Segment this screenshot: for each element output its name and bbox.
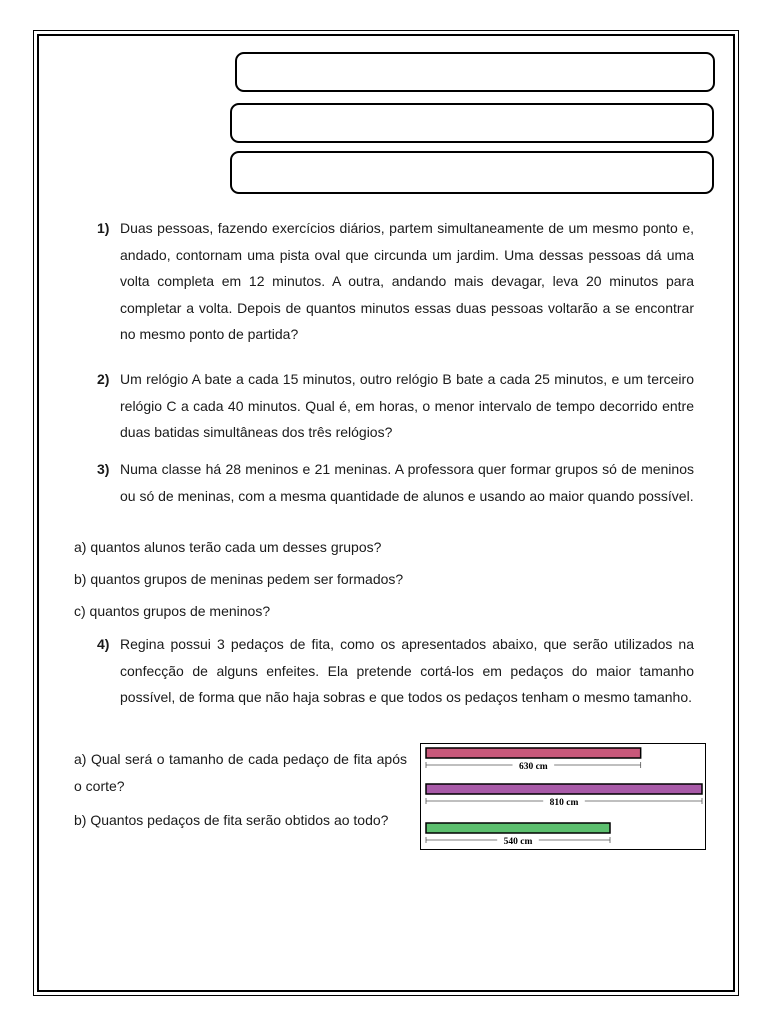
header-box-2[interactable] [230, 103, 714, 143]
question-3-text: Numa classe há 28 meninos e 21 meninas. A professora quer formar grupos só de meninos ou só de meninas, com a mesma quantidade de alunos e usando ao maior quando possível. [120, 461, 694, 504]
ribbon-label-3: 540 cm [503, 837, 533, 847]
question-3-item-b: b) quantos grupos de meninas pedem ser formados? [74, 571, 404, 587]
question-1-number: 1) [97, 220, 110, 236]
question-2-number: 2) [97, 371, 110, 387]
question-4-text: Regina possui 3 pedaços de fita, como os apresentados abaixo, que serão utilizados na confecção de alguns enfeites. Ela pretende cortá-los em pedaços do maior tamanho possível, de forma que não haja sobras e que todos os pedaços tenham o mesmo tamanho. [120, 636, 694, 705]
ribbon-3 [426, 823, 610, 847]
question-4-item-b: b) Quantos pedaços de fita serão obtidos ao todo? [74, 812, 389, 828]
question-3-item-a: a) quantos alunos terão cada um desses grupos? [74, 539, 382, 555]
question-4-item-a: a) Qual será o tamanho de cada pedaço de fita após o corte? [74, 751, 407, 794]
ribbon-1 [426, 748, 641, 772]
ribbon-diagram [421, 744, 705, 849]
header-box-1[interactable] [235, 52, 715, 92]
question-3-number: 3) [97, 461, 110, 477]
ribbon-figure [420, 743, 706, 850]
ribbon-label-1: 630 cm [518, 762, 548, 772]
ribbon-bar-1 [426, 748, 641, 758]
header-box-3[interactable] [230, 151, 714, 194]
question-4-number: 4) [97, 636, 110, 652]
ribbon-label-2: 810 cm [549, 798, 579, 808]
question-2-text: Um relógio A bate a cada 15 minutos, outro relógio B bate a cada 25 minutos, e um terceiro relógio C a cada 40 minutos. Qual é, em horas, o menor intervalo de tempo decorrido entre duas batidas simultâneas dos três relógios? [120, 371, 694, 440]
ribbon-bar-2 [426, 784, 702, 794]
question-1-text: Duas pessoas, fazendo exercícios diários, partem simultaneamente de um mesmo ponto e, andado, contornam uma pista oval que circunda um jardim. Uma dessas pessoas dá uma volta completa em 12 minutos. A outra, andando mais devagar, leva 20 minutos para completar a volta. Depois de quantos minutos essas duas pessoas voltarão a se encontrar no mesmo ponto de partida? [120, 220, 694, 342]
ribbon-bar-3 [426, 823, 610, 833]
ribbon-2 [426, 784, 702, 808]
question-3-item-c: c) quantos grupos de meninos? [74, 603, 271, 619]
